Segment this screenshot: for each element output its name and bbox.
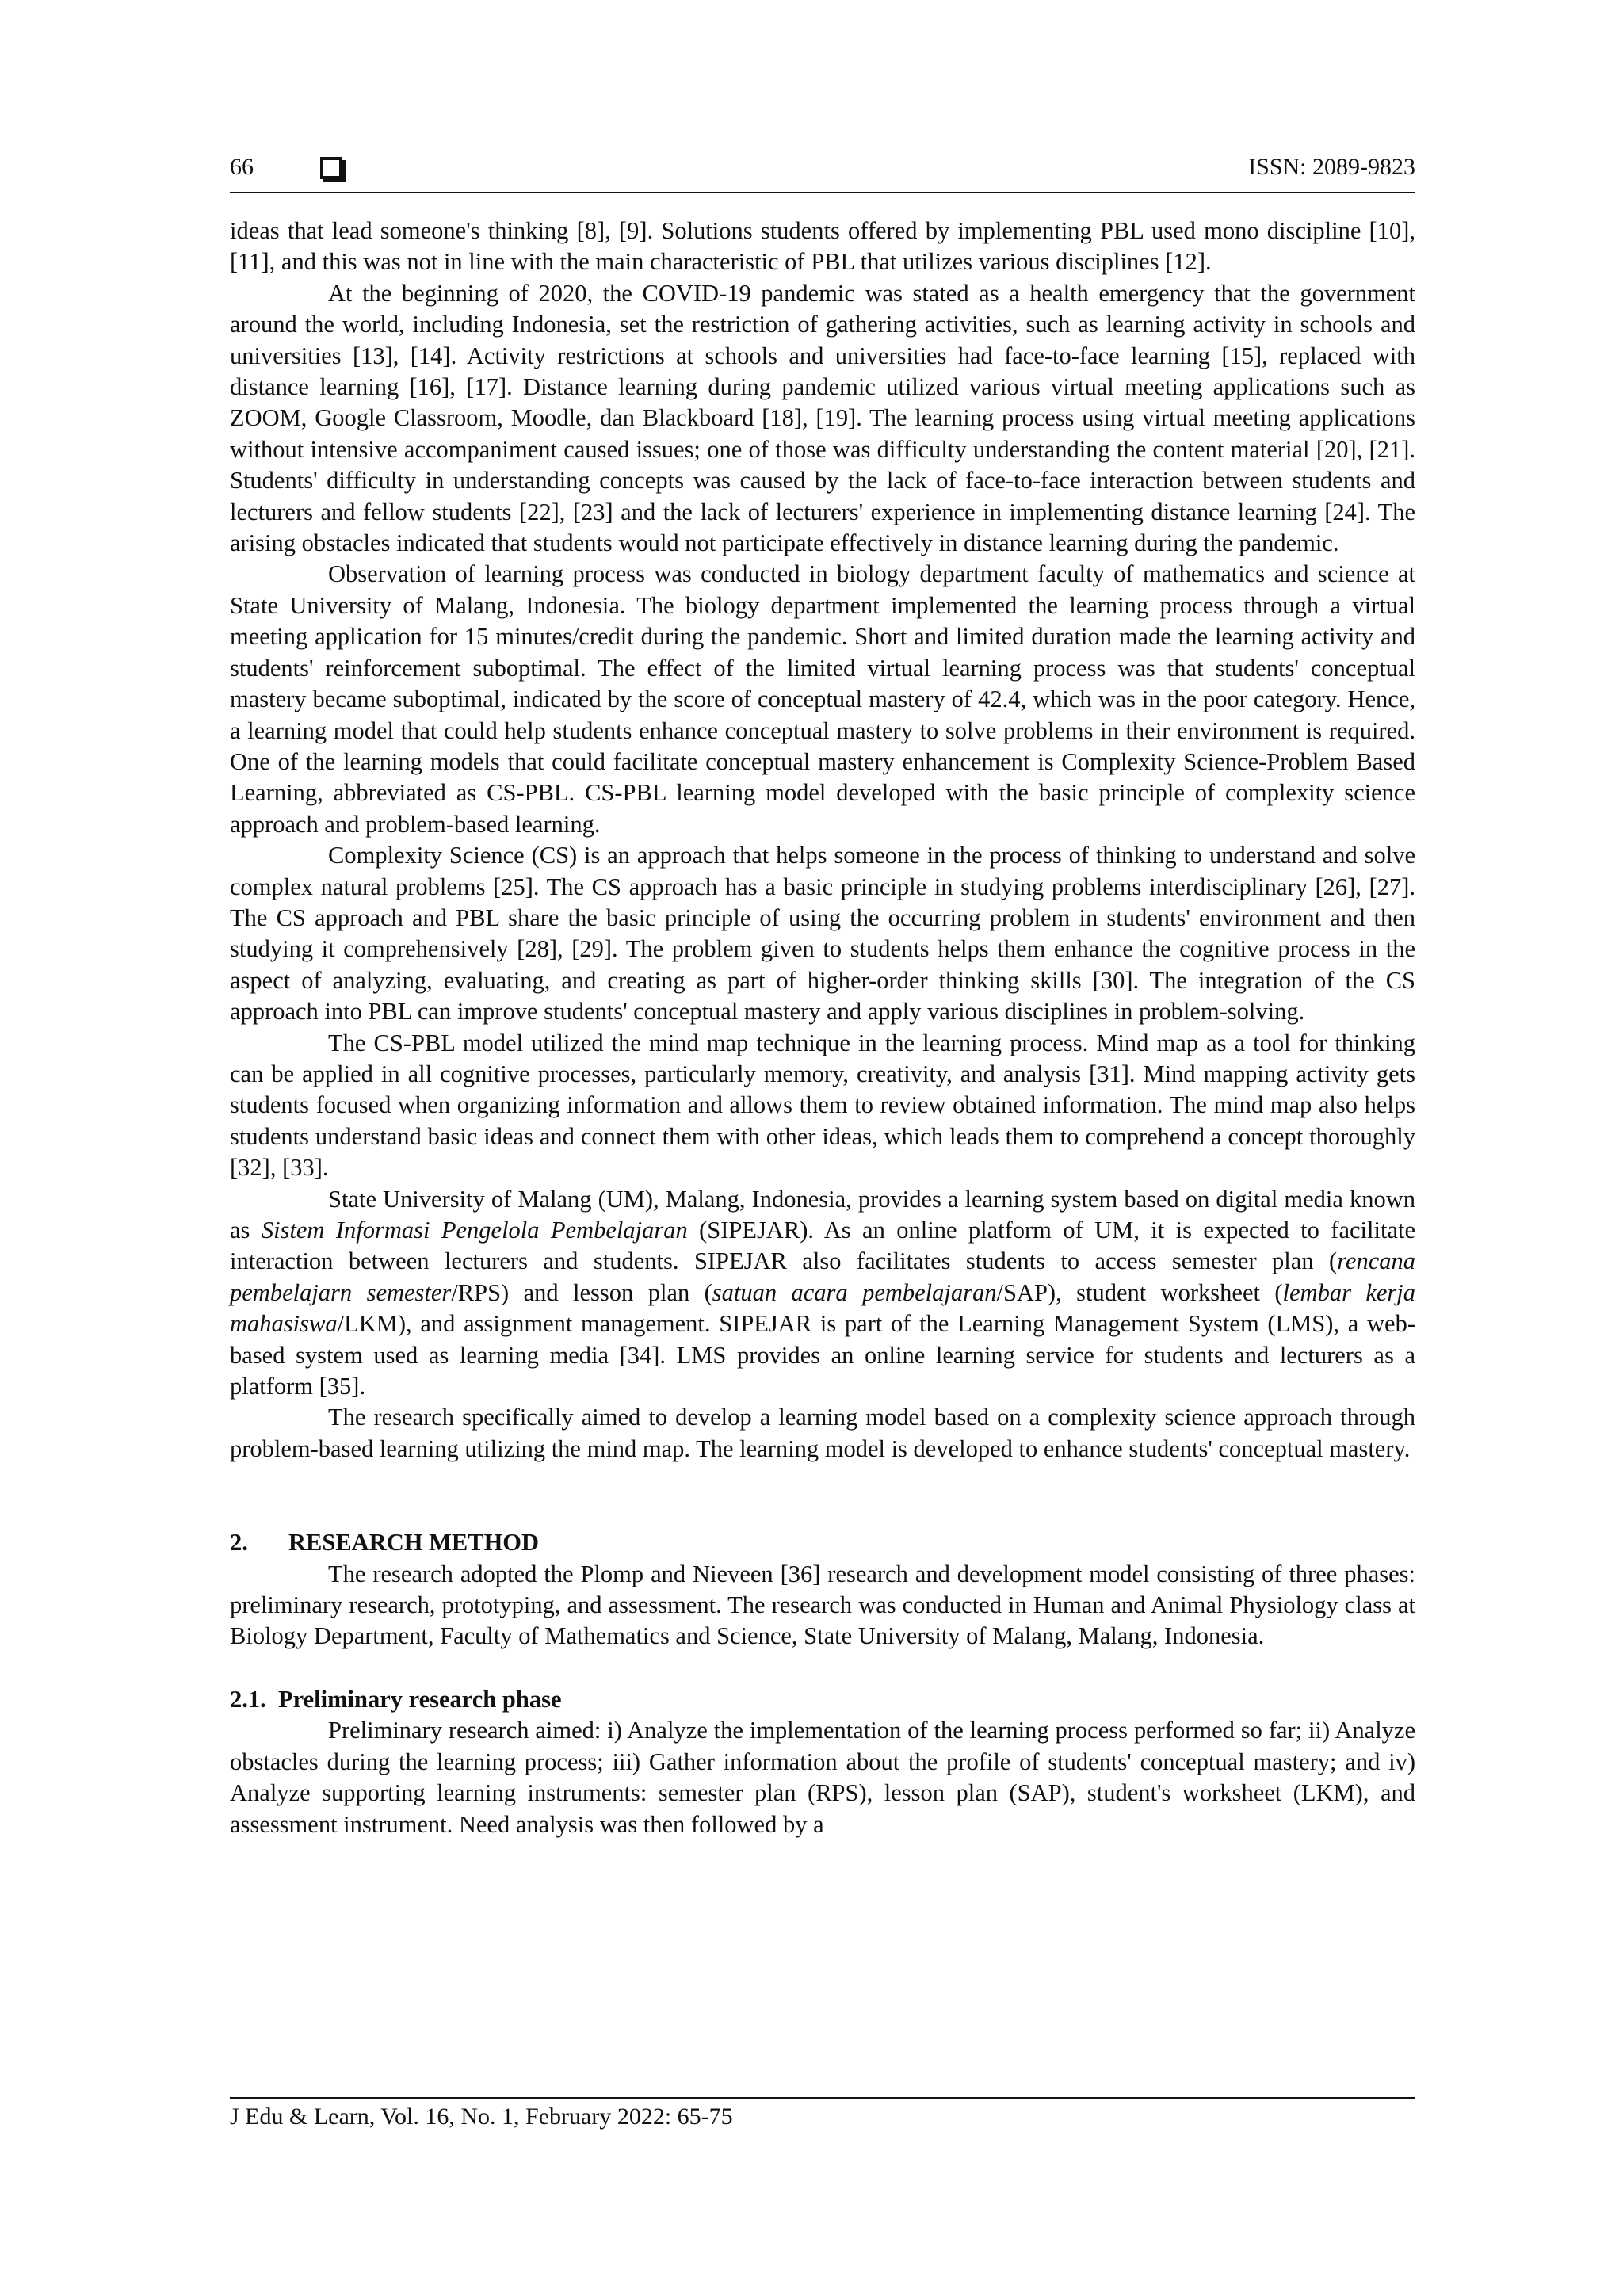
page-footer [230, 2097, 1415, 2132]
paragraph-continuation: ideas that lead someone's thinking [8], [9]. Solutions students offered by implementing PBL used mono discipline [10], [11], and this was not in line with the main characteristic of PBL that utilizes various disciplines [12]. [230, 217, 1415, 276]
paragraph-sipejar [230, 1184, 1415, 1403]
article-body [230, 216, 1415, 1840]
spacer [230, 1652, 1415, 1684]
paragraph-preliminary: Preliminary research aimed: i) Analyze the implementation of the learning process performed so far; ii) Analyze obstacles during the learning process; iii) Gather information about the profile of students' conceptual mastery; and iv) Analyze supporting learning instruments: semester plan (RPS), lesson plan (SAP), student's worksheet (LKM), and assessment instrument. Need analysis was then followed by a [230, 1717, 1415, 1838]
spacer [230, 1465, 1415, 1527]
issn-label: ISSN: 2089-9823 [1248, 154, 1415, 180]
paragraph-mind-map: The CS-PBL model utilized the mind map technique in the learning process. Mind map as a tool for thinking can be applied in all cognitive processes, particularly memory, creativity, and analysis [31]. Mind mapping activity gets students focused when organizing information and allows them to review obtained information. The mind map also helps students understand basic ideas and connect them with other ideas, which leads them to comprehend a concept thoroughly [32], [33]. [230, 1029, 1415, 1182]
page-number: 66 [230, 154, 254, 180]
paragraph-complexity-science: Complexity Science (CS) is an approach that helps someone in the process of thinking to understand and solve complex natural problems [25]. The CS approach has a basic principle in studying problems interdisciplinary [26], [27]. The CS approach and PBL share the basic principle of using the occurring problem in students' environment and then studying it comprehensively [28], [29]. The problem given to students helps them enhance the cognitive process in the aspect of analyzing, evaluating, and creating as part of higher-order thinking skills [30]. The integration of the CS approach into PBL can improve students' conceptual mastery and apply various disciplines in problem-solving. [230, 842, 1415, 1026]
paragraph-research-aim: The research specifically aimed to develop a learning model based on a complexity science approach through problem-based learning utilizing the mind map. The learning model is developed to enhance students' conceptual mastery. [230, 1404, 1415, 1462]
text-run: /LKM), and assignment management. SIPEJAR is part of the Learning Management System (LMS), a web-based system used as learning media [34]. LMS provides an online learning service for students and lecturers as a platform [35]. [230, 1310, 1415, 1400]
italic-term: satuan acara pembelajaran [712, 1278, 997, 1306]
page-header [230, 152, 1415, 193]
checkbox-square-icon [320, 157, 342, 179]
paragraph-covid: At the beginning of 2020, the COVID-19 pandemic was stated as a health emergency that the government around the world, including Indonesia, set the restriction of gathering activities, such as learning activity in schools and universities [13], [14]. Activity restrictions at schools and universities had face-to-face learning [15], replaced with distance learning [16], [17]. Distance learning during pandemic utilized various virtual meeting applications such as ZOOM, Google Classroom, Moodle, dan Blackboard [18], [19]. The learning process using virtual meeting applications without intensive accompaniment caused issues; one of those was difficulty understanding the content material [20], [21]. Students' difficulty in understanding concepts was caused by the lack of face-to-face interaction between students and lecturers and fellow students [22], [23] and the lack of lecturers' experience in implementing distance learning [24]. The arising obstacles indicated that students would not participate effectively in distance learning during the pandemic. [230, 279, 1415, 557]
paragraph-observation: Observation of learning process was conducted in biology department faculty of mathematics and science at State University of Malang, Indonesia. The biology department implemented the learning process through a virtual meeting application for 15 minutes/credit during the pandemic. Short and limited duration made the learning activity and students' reinforcement suboptimal. The effect of the limited virtual learning process was that students' conceptual mastery became suboptimal, indicated by the score of conceptual mastery of 42.4, which was in the poor category. Hence, a learning model that could help students enhance conceptual mastery to solve problems in their environment is required. One of the learning models that could facilitate conceptual mastery enhancement is Complexity Science-Problem Based Learning, abbreviated as CS-PBL. CS-PBL learning model developed with the basic principle of complexity science approach and problem-based learning. [230, 560, 1415, 838]
italic-term: rencana pembelajarn semester [230, 1247, 1415, 1306]
section-title: RESEARCH METHOD [288, 1529, 540, 1557]
journal-citation: J Edu & Learn, Vol. 16, No. 1, February 2022: 65-75 [230, 2103, 733, 2130]
text-run: (SIPEJAR). As an online platform of UM, it is expected to facilitate interaction between lecturers and students. SIPEJAR also facilitates students to access semester plan ( [230, 1217, 1415, 1275]
text-run: /SAP), student worksheet ( [996, 1278, 1283, 1306]
subsection-title: Preliminary research phase [278, 1685, 562, 1713]
section-heading [230, 1527, 1415, 1558]
italic-term: lembar kerja mahasiswa [230, 1278, 1416, 1338]
section-number: 2. [230, 1529, 248, 1557]
paragraph-method: The research adopted the Plomp and Nieveen [36] research and development model consisting of three phases: preliminary research, prototyping, and assessment. The research was conducted in Human and Animal Physiology class at Biology Department, Faculty of Mathematics and Science, State University of Malang, Malang, Indonesia. [230, 1560, 1415, 1650]
text-run: State University of Malang (UM), Malang, Indonesia, provides a learning system based on digital media known as [230, 1185, 1415, 1244]
subsection-heading [230, 1684, 1415, 1715]
subsection-number: 2.1. [230, 1685, 266, 1713]
text-run: /RPS) and lesson plan ( [451, 1278, 712, 1306]
italic-term: Sistem Informasi Pengelola Pembelajaran [261, 1217, 688, 1244]
